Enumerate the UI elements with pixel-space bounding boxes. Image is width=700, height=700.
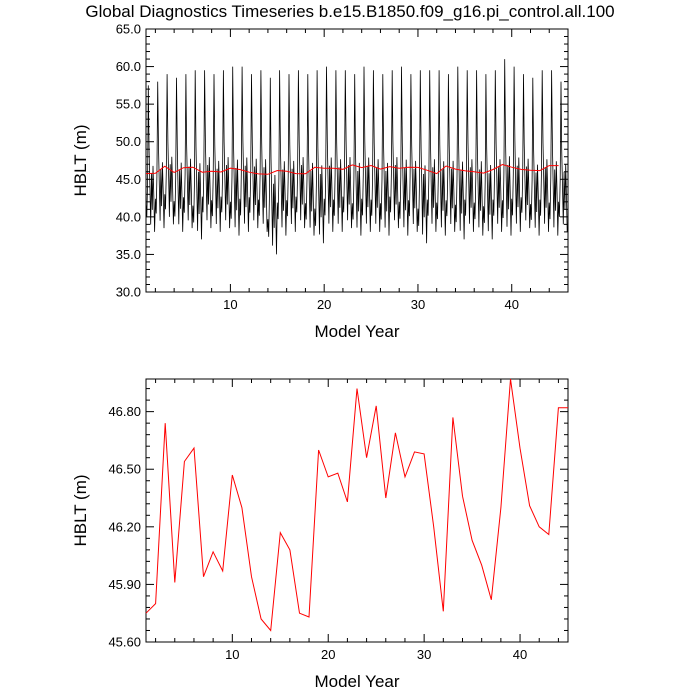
y-tick-label: 45.90 xyxy=(108,576,141,592)
y-tick-label: 30.0 xyxy=(115,284,141,300)
y-tick-label: 40.0 xyxy=(115,209,141,225)
x-tick-label: 40 xyxy=(512,647,528,662)
y-tick-label: 65.0 xyxy=(115,21,141,37)
y-tick-label: 45.0 xyxy=(115,171,141,187)
y-tick-label: 60.0 xyxy=(115,59,141,75)
y-tick-label: 46.80 xyxy=(108,404,141,420)
y-tick-label: 46.20 xyxy=(108,519,141,535)
x-tick-label: 30 xyxy=(416,647,432,662)
x-tick-label: 30 xyxy=(410,297,426,312)
x-tick-label: 20 xyxy=(320,647,336,662)
y-tick-label: 46.50 xyxy=(108,461,141,477)
y-axis-label: HBLT (m) xyxy=(71,124,90,197)
y-tick-label: 50.0 xyxy=(115,134,141,150)
bottom-panel xyxy=(71,379,568,691)
x-tick-label: 10 xyxy=(225,647,240,662)
y-tick-label: 45.60 xyxy=(108,634,141,650)
page-title: Global Diagnostics Timeseries b.e15.B1850.f09_g16.pi_control.all.100 xyxy=(85,2,615,21)
y-axis-label: HBLT (m) xyxy=(71,474,90,547)
x-axis-label: Model Year xyxy=(314,672,400,691)
x-tick-label: 40 xyxy=(504,297,519,312)
monthly-series-line xyxy=(146,59,567,254)
top-panel xyxy=(71,22,568,342)
x-tick-label: 10 xyxy=(223,297,238,312)
x-tick-label: 20 xyxy=(316,297,332,312)
annual-series-line xyxy=(146,379,568,631)
y-tick-label: 55.0 xyxy=(115,96,141,112)
plot-frame xyxy=(146,379,568,642)
y-tick-label: 35.0 xyxy=(115,246,141,262)
x-axis-label: Model Year xyxy=(314,322,400,341)
